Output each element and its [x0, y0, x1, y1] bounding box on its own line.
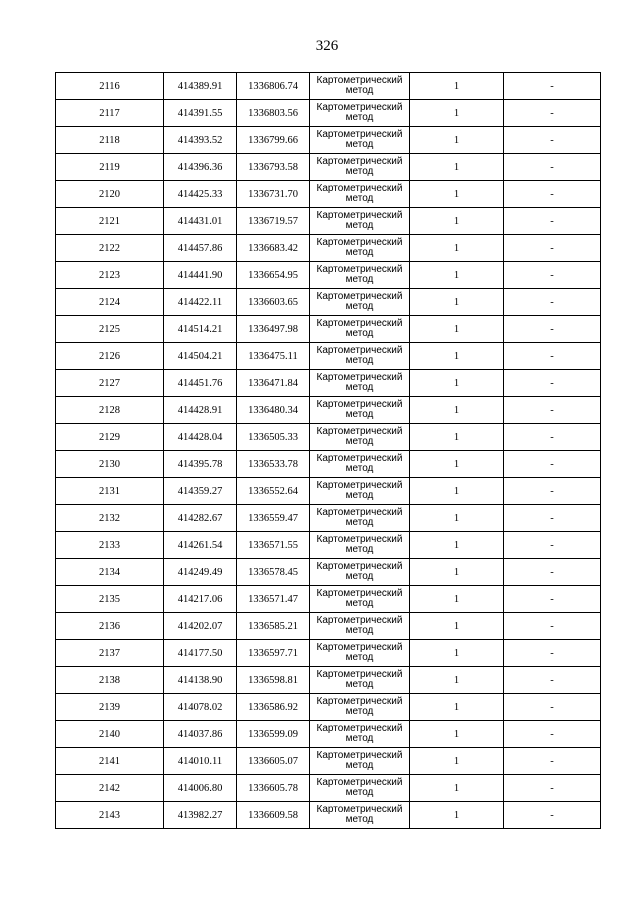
x-coordinate-cell: 414217.06 [164, 586, 237, 613]
x-coordinate-cell: 414261.54 [164, 532, 237, 559]
method-line-1: Картометрический [316, 155, 403, 167]
y-coordinate-cell: 1336533.78 [237, 451, 310, 478]
y-coordinate-cell: 1336585.21 [237, 613, 310, 640]
x-coordinate-cell: 414249.49 [164, 559, 237, 586]
point-number-cell: 2133 [56, 532, 164, 559]
point-number-cell: 2130 [56, 451, 164, 478]
y-coordinate-cell: 1336803.56 [237, 100, 310, 127]
table-row [56, 397, 601, 424]
coordinates-table [55, 72, 601, 829]
point-number-cell: 2134 [56, 559, 164, 586]
point-number-cell: 2136 [56, 613, 164, 640]
table-row [56, 370, 601, 397]
accuracy-cell: 1 [410, 127, 504, 154]
description-cell: - [504, 289, 601, 316]
table-row [56, 667, 601, 694]
method-line-2: метод [345, 463, 374, 474]
accuracy-cell: 1 [410, 451, 504, 478]
y-coordinate-cell: 1336471.84 [237, 370, 310, 397]
accuracy-cell: 1 [410, 424, 504, 451]
coordinates-table-body [56, 73, 601, 829]
y-coordinate-cell: 1336505.33 [237, 424, 310, 451]
y-coordinate-cell: 1336599.09 [237, 721, 310, 748]
accuracy-cell: 1 [410, 721, 504, 748]
accuracy-cell: 1 [410, 559, 504, 586]
accuracy-cell: 1 [410, 181, 504, 208]
method-cell [310, 235, 410, 262]
method-cell [310, 451, 410, 478]
accuracy-cell: 1 [410, 370, 504, 397]
description-cell: - [504, 73, 601, 100]
description-cell: - [504, 748, 601, 775]
method-line-1: Картометрический [316, 74, 403, 86]
description-cell: - [504, 370, 601, 397]
accuracy-cell: 1 [410, 397, 504, 424]
x-coordinate-cell: 414428.04 [164, 424, 237, 451]
method-line-2: метод [345, 706, 374, 717]
accuracy-cell: 1 [410, 613, 504, 640]
method-line-1: Картометрический [316, 452, 403, 464]
description-cell: - [504, 100, 601, 127]
y-coordinate-cell: 1336683.42 [237, 235, 310, 262]
method-cell [310, 262, 410, 289]
method-line-2: метод [345, 436, 374, 447]
method-line-2: метод [345, 301, 374, 312]
table-row [56, 559, 601, 586]
method-cell [310, 370, 410, 397]
table-row [56, 721, 601, 748]
accuracy-cell: 1 [410, 316, 504, 343]
y-coordinate-cell: 1336609.58 [237, 802, 310, 829]
y-coordinate-cell: 1336605.07 [237, 748, 310, 775]
method-line-2: метод [345, 517, 374, 528]
description-cell: - [504, 559, 601, 586]
table-row [56, 154, 601, 181]
table-row [56, 73, 601, 100]
x-coordinate-cell: 414425.33 [164, 181, 237, 208]
method-line-2: метод [345, 760, 374, 771]
method-line-2: метод [345, 733, 374, 744]
page-number: 326 [315, 38, 339, 54]
method-cell [310, 100, 410, 127]
method-line-1: Картометрический [316, 398, 403, 410]
method-cell [310, 694, 410, 721]
method-line-1: Картометрический [316, 587, 403, 599]
y-coordinate-cell: 1336731.70 [237, 181, 310, 208]
description-cell: - [504, 667, 601, 694]
method-line-1: Картометрический [316, 128, 403, 140]
point-number-cell: 2135 [56, 586, 164, 613]
y-coordinate-cell: 1336571.47 [237, 586, 310, 613]
method-line-2: метод [345, 814, 374, 825]
method-cell [310, 559, 410, 586]
method-line-2: метод [345, 598, 374, 609]
point-number-cell: 2129 [56, 424, 164, 451]
accuracy-cell: 1 [410, 478, 504, 505]
method-line-1: Картометрический [316, 560, 403, 572]
description-cell: - [504, 694, 601, 721]
x-coordinate-cell: 413982.27 [164, 802, 237, 829]
table-row [56, 451, 601, 478]
accuracy-cell: 1 [410, 667, 504, 694]
method-cell [310, 397, 410, 424]
accuracy-cell: 1 [410, 586, 504, 613]
description-cell: - [504, 802, 601, 829]
x-coordinate-cell: 414010.11 [164, 748, 237, 775]
point-number-cell: 2118 [56, 127, 164, 154]
method-line-1: Картометрический [316, 722, 403, 734]
point-number-cell: 2132 [56, 505, 164, 532]
table-row [56, 316, 601, 343]
method-line-1: Картометрический [316, 803, 403, 815]
x-coordinate-cell: 414514.21 [164, 316, 237, 343]
table-row [56, 802, 601, 829]
point-number-cell: 2124 [56, 289, 164, 316]
y-coordinate-cell: 1336719.57 [237, 208, 310, 235]
x-coordinate-cell: 414431.01 [164, 208, 237, 235]
method-line-1: Картометрический [316, 263, 403, 275]
method-line-1: Картометрический [316, 641, 403, 653]
method-line-2: метод [345, 652, 374, 663]
method-line-2: метод [345, 679, 374, 690]
accuracy-cell: 1 [410, 775, 504, 802]
x-coordinate-cell: 414078.02 [164, 694, 237, 721]
table-row [56, 343, 601, 370]
y-coordinate-cell: 1336552.64 [237, 478, 310, 505]
x-coordinate-cell: 414282.67 [164, 505, 237, 532]
accuracy-cell: 1 [410, 748, 504, 775]
method-line-1: Картометрический [316, 749, 403, 761]
method-cell [310, 478, 410, 505]
point-number-cell: 2116 [56, 73, 164, 100]
method-line-1: Картометрический [316, 776, 403, 788]
y-coordinate-cell: 1336806.74 [237, 73, 310, 100]
description-cell: - [504, 127, 601, 154]
accuracy-cell: 1 [410, 505, 504, 532]
method-line-1: Картометрический [316, 371, 403, 383]
table-row [56, 235, 601, 262]
method-line-1: Картометрический [316, 695, 403, 707]
table-row [56, 478, 601, 505]
x-coordinate-cell: 414393.52 [164, 127, 237, 154]
point-number-cell: 2131 [56, 478, 164, 505]
y-coordinate-cell: 1336605.78 [237, 775, 310, 802]
y-coordinate-cell: 1336603.65 [237, 289, 310, 316]
description-cell: - [504, 181, 601, 208]
y-coordinate-cell: 1336598.81 [237, 667, 310, 694]
description-cell: - [504, 397, 601, 424]
method-cell [310, 127, 410, 154]
accuracy-cell: 1 [410, 694, 504, 721]
y-coordinate-cell: 1336578.45 [237, 559, 310, 586]
table-row [56, 775, 601, 802]
x-coordinate-cell: 414451.76 [164, 370, 237, 397]
point-number-cell: 2142 [56, 775, 164, 802]
method-cell [310, 802, 410, 829]
description-cell: - [504, 154, 601, 181]
point-number-cell: 2123 [56, 262, 164, 289]
method-cell [310, 181, 410, 208]
method-cell [310, 775, 410, 802]
y-coordinate-cell: 1336497.98 [237, 316, 310, 343]
method-line-1: Картометрический [316, 506, 403, 518]
accuracy-cell: 1 [410, 154, 504, 181]
description-cell: - [504, 451, 601, 478]
method-cell [310, 424, 410, 451]
method-line-1: Картометрический [316, 344, 403, 356]
description-cell: - [504, 505, 601, 532]
method-cell [310, 73, 410, 100]
point-number-cell: 2119 [56, 154, 164, 181]
method-cell [310, 532, 410, 559]
description-cell: - [504, 721, 601, 748]
x-coordinate-cell: 414006.80 [164, 775, 237, 802]
x-coordinate-cell: 414396.36 [164, 154, 237, 181]
method-line-1: Картометрический [316, 425, 403, 437]
method-cell [310, 343, 410, 370]
point-number-cell: 2140 [56, 721, 164, 748]
point-number-cell: 2139 [56, 694, 164, 721]
method-line-1: Картометрический [316, 290, 403, 302]
method-line-2: метод [345, 247, 374, 258]
y-coordinate-cell: 1336571.55 [237, 532, 310, 559]
description-cell: - [504, 478, 601, 505]
accuracy-cell: 1 [410, 640, 504, 667]
method-cell [310, 721, 410, 748]
method-line-2: метод [345, 328, 374, 339]
description-cell: - [504, 613, 601, 640]
accuracy-cell: 1 [410, 532, 504, 559]
x-coordinate-cell: 414138.90 [164, 667, 237, 694]
method-line-1: Картометрический [316, 317, 403, 329]
point-number-cell: 2128 [56, 397, 164, 424]
method-line-2: метод [345, 355, 374, 366]
description-cell: - [504, 586, 601, 613]
method-line-1: Картометрический [316, 236, 403, 248]
method-line-1: Картометрический [316, 209, 403, 221]
table-row [56, 532, 601, 559]
table-row [56, 208, 601, 235]
method-cell [310, 208, 410, 235]
x-coordinate-cell: 414359.27 [164, 478, 237, 505]
table-row [56, 127, 601, 154]
description-cell: - [504, 262, 601, 289]
method-line-2: метод [345, 139, 374, 150]
method-line-2: метод [345, 490, 374, 501]
method-line-1: Картометрический [316, 182, 403, 194]
y-coordinate-cell: 1336480.34 [237, 397, 310, 424]
method-line-1: Картометрический [316, 533, 403, 545]
x-coordinate-cell: 414391.55 [164, 100, 237, 127]
description-cell: - [504, 235, 601, 262]
accuracy-cell: 1 [410, 208, 504, 235]
x-coordinate-cell: 414457.86 [164, 235, 237, 262]
x-coordinate-cell: 414441.90 [164, 262, 237, 289]
method-cell [310, 667, 410, 694]
x-coordinate-cell: 414428.91 [164, 397, 237, 424]
accuracy-cell: 1 [410, 802, 504, 829]
method-line-2: метод [345, 274, 374, 285]
method-cell [310, 154, 410, 181]
method-line-2: метод [345, 625, 374, 636]
accuracy-cell: 1 [410, 235, 504, 262]
point-number-cell: 2121 [56, 208, 164, 235]
y-coordinate-cell: 1336559.47 [237, 505, 310, 532]
description-cell: - [504, 316, 601, 343]
accuracy-cell: 1 [410, 343, 504, 370]
method-line-2: метод [345, 544, 374, 555]
method-line-2: метод [345, 193, 374, 204]
point-number-cell: 2138 [56, 667, 164, 694]
method-line-2: метод [345, 166, 374, 177]
y-coordinate-cell: 1336793.58 [237, 154, 310, 181]
method-cell [310, 316, 410, 343]
description-cell: - [504, 775, 601, 802]
point-number-cell: 2122 [56, 235, 164, 262]
description-cell: - [504, 532, 601, 559]
y-coordinate-cell: 1336475.11 [237, 343, 310, 370]
x-coordinate-cell: 414504.21 [164, 343, 237, 370]
method-line-2: метод [345, 409, 374, 420]
method-cell [310, 748, 410, 775]
point-number-cell: 2120 [56, 181, 164, 208]
table-row [56, 640, 601, 667]
point-number-cell: 2127 [56, 370, 164, 397]
x-coordinate-cell: 414037.86 [164, 721, 237, 748]
y-coordinate-cell: 1336799.66 [237, 127, 310, 154]
table-row [56, 262, 601, 289]
table-row [56, 424, 601, 451]
x-coordinate-cell: 414177.50 [164, 640, 237, 667]
table-row [56, 613, 601, 640]
table-row [56, 694, 601, 721]
method-line-2: метод [345, 382, 374, 393]
method-line-1: Картометрический [316, 479, 403, 491]
method-cell [310, 289, 410, 316]
x-coordinate-cell: 414202.07 [164, 613, 237, 640]
method-line-2: метод [345, 787, 374, 798]
method-cell [310, 613, 410, 640]
x-coordinate-cell: 414422.11 [164, 289, 237, 316]
table-row [56, 100, 601, 127]
point-number-cell: 2143 [56, 802, 164, 829]
method-cell [310, 505, 410, 532]
accuracy-cell: 1 [410, 100, 504, 127]
method-line-2: метод [345, 571, 374, 582]
accuracy-cell: 1 [410, 73, 504, 100]
point-number-cell: 2141 [56, 748, 164, 775]
table-row [56, 289, 601, 316]
point-number-cell: 2137 [56, 640, 164, 667]
accuracy-cell: 1 [410, 262, 504, 289]
y-coordinate-cell: 1336597.71 [237, 640, 310, 667]
x-coordinate-cell: 414389.91 [164, 73, 237, 100]
y-coordinate-cell: 1336654.95 [237, 262, 310, 289]
method-line-1: Картометрический [316, 668, 403, 680]
table-row [56, 505, 601, 532]
description-cell: - [504, 208, 601, 235]
table-row [56, 586, 601, 613]
point-number-cell: 2125 [56, 316, 164, 343]
point-number-cell: 2126 [56, 343, 164, 370]
method-line-2: метод [345, 112, 374, 123]
description-cell: - [504, 424, 601, 451]
method-line-2: метод [345, 220, 374, 231]
method-cell [310, 586, 410, 613]
table-row [56, 181, 601, 208]
x-coordinate-cell: 414395.78 [164, 451, 237, 478]
method-line-1: Картометрический [316, 101, 403, 113]
method-line-2: метод [345, 85, 374, 96]
method-cell [310, 640, 410, 667]
description-cell: - [504, 640, 601, 667]
y-coordinate-cell: 1336586.92 [237, 694, 310, 721]
accuracy-cell: 1 [410, 289, 504, 316]
point-number-cell: 2117 [56, 100, 164, 127]
description-cell: - [504, 343, 601, 370]
method-line-1: Картометрический [316, 614, 403, 626]
table-row [56, 748, 601, 775]
